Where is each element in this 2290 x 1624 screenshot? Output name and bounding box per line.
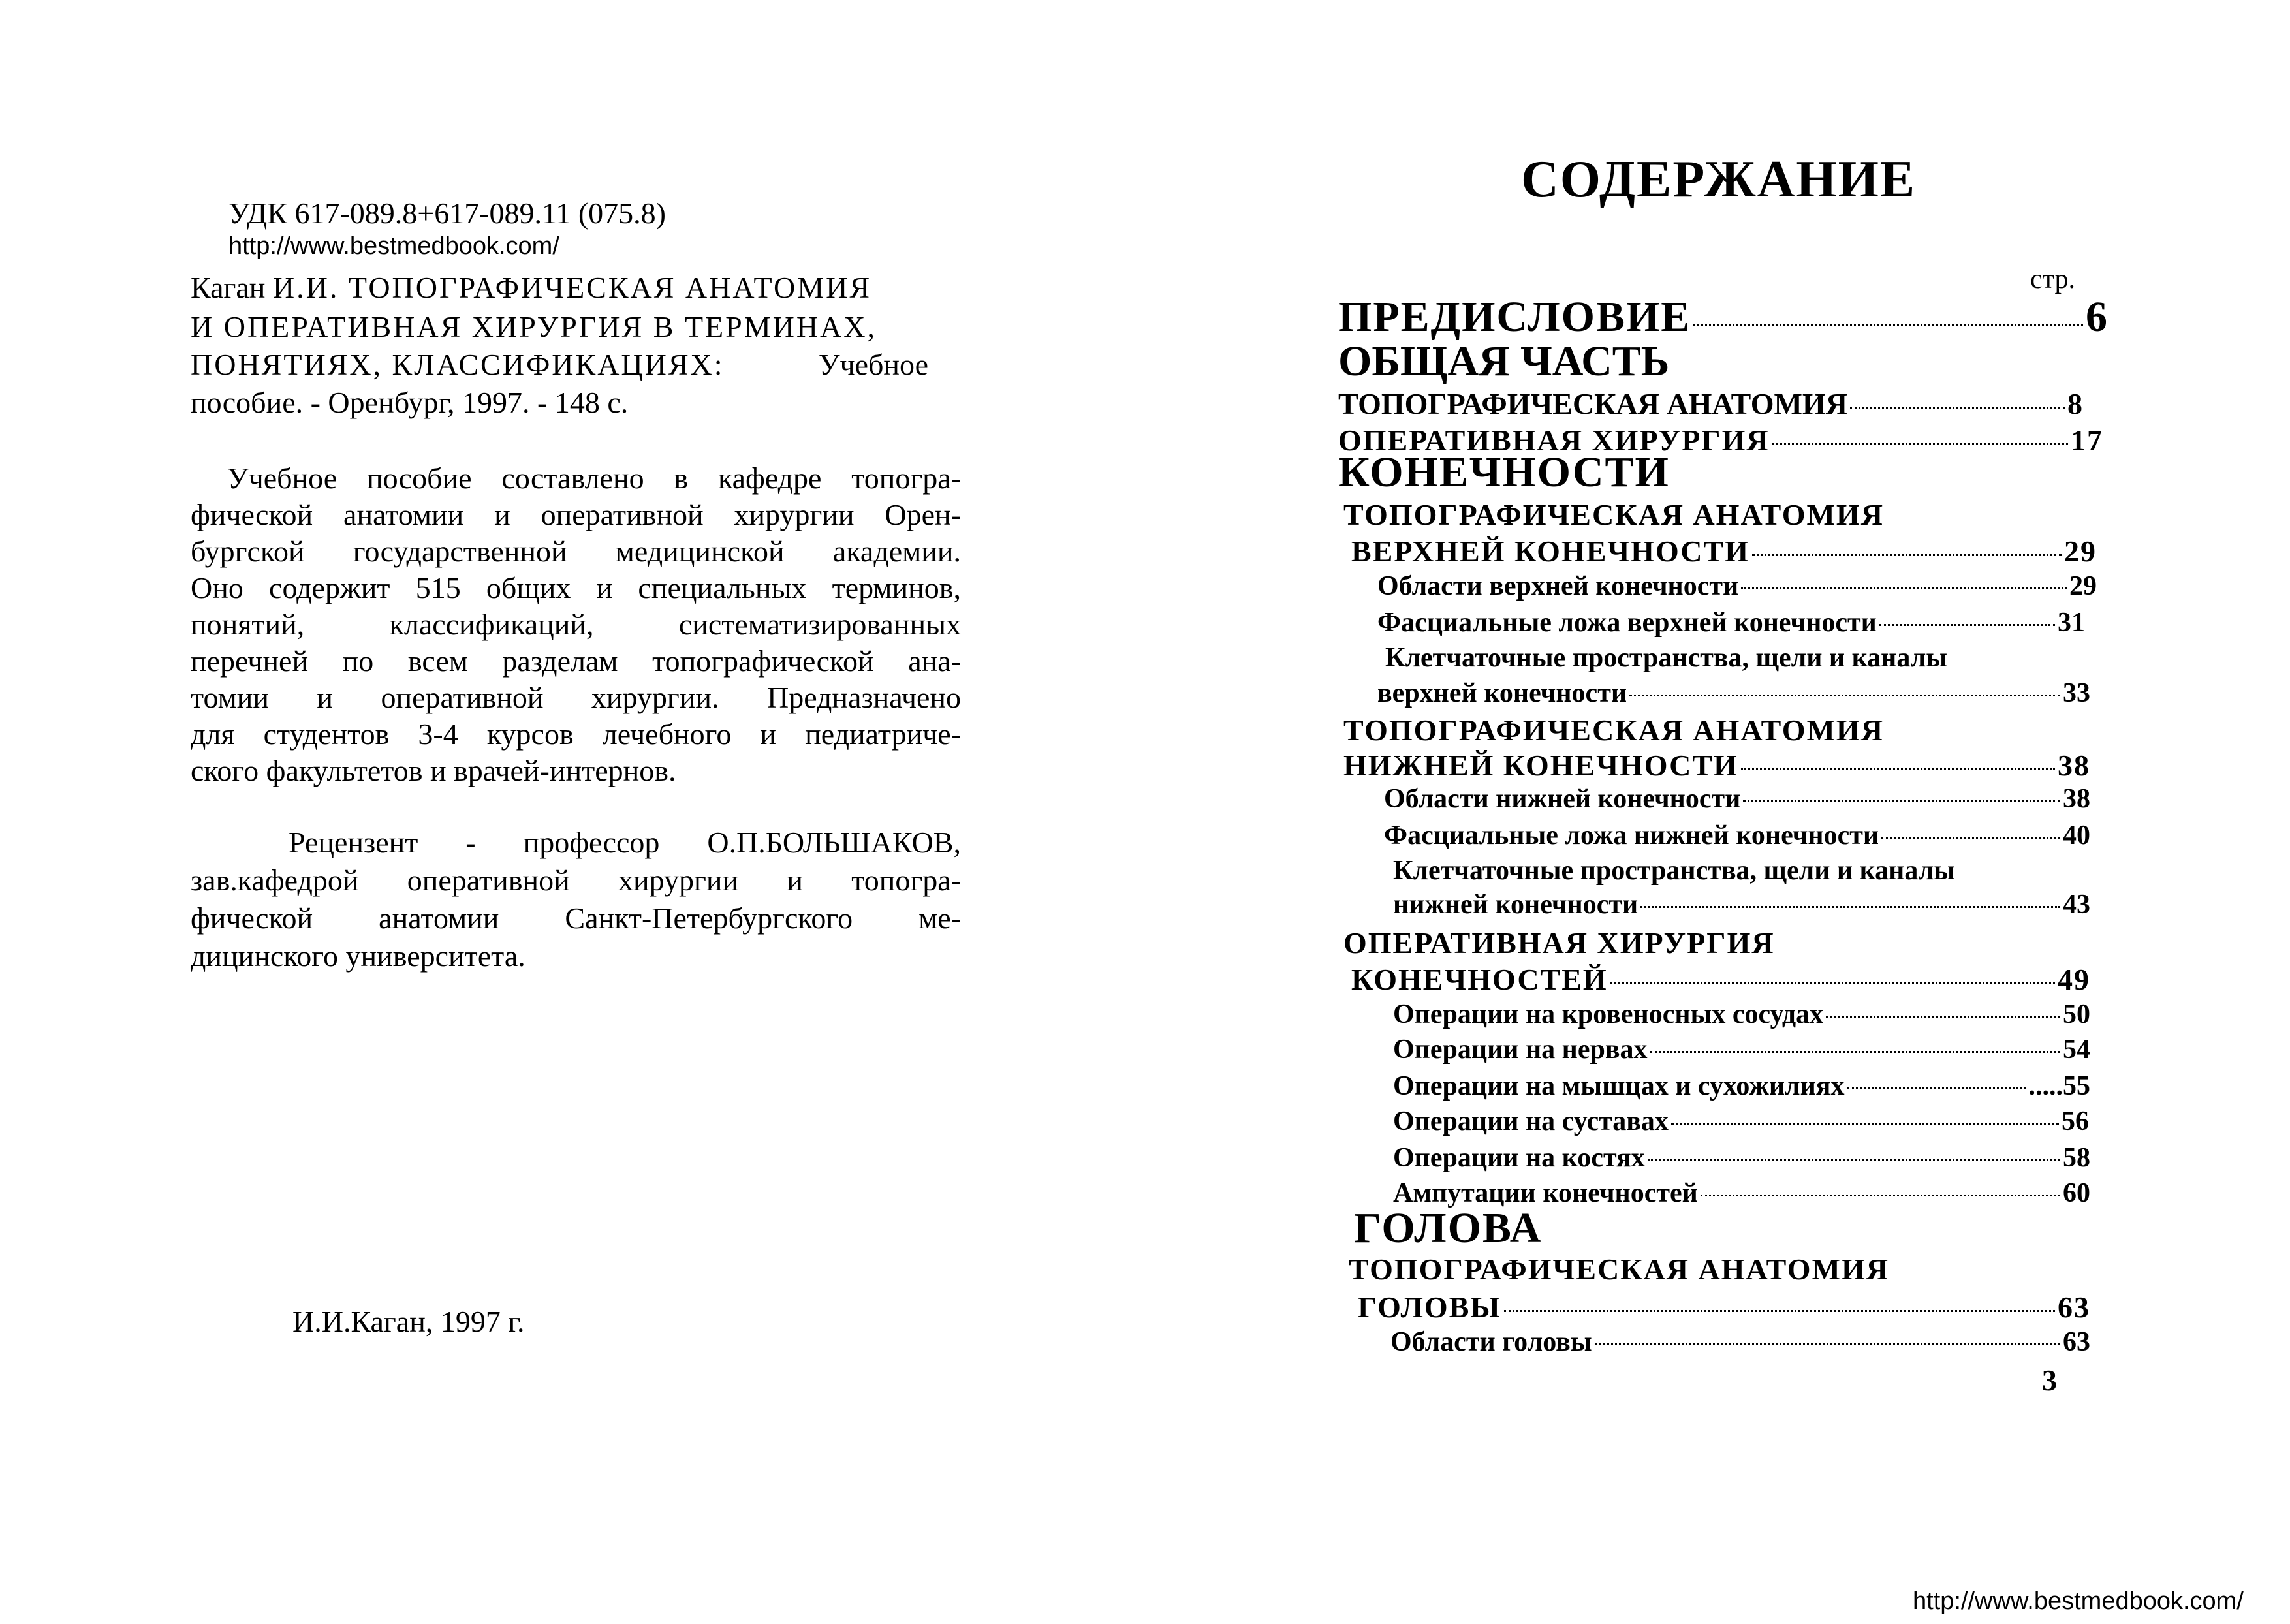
toc-subheading: ОПЕРАТИВНАЯ ХИРУРГИЯ: [1343, 926, 1775, 960]
toc-entry[interactable]: [1338, 292, 2109, 342]
page-number: 3: [2042, 1364, 2057, 1397]
toc-entry-label: Фасциальные ложа верхней конечности: [1377, 608, 1877, 638]
toc-entry[interactable]: [1351, 962, 2090, 997]
toc-leader: [1629, 695, 2060, 696]
toc-entry-label: Области нижней конечности: [1384, 784, 1741, 814]
page-column-label: стр.: [2030, 264, 2076, 294]
toc-entry-page: 50: [2063, 999, 2090, 1029]
toc-entry-label: Операции на костях: [1393, 1143, 1645, 1173]
toc-entry[interactable]: [1384, 783, 2090, 815]
toc-entry-page: .....55: [2028, 1071, 2090, 1101]
toc-leader: [1743, 800, 2060, 802]
toc-entry[interactable]: [1390, 1326, 2090, 1358]
abstract-line: Оно содержит 515 общих и специальных терминов,: [191, 571, 961, 604]
toc-leader: [1650, 1051, 2060, 1053]
toc-leader: [1640, 906, 2060, 908]
toc-leader: [1701, 1195, 2060, 1196]
toc-subheading: Клетчаточные пространства, щели и каналы: [1385, 643, 1948, 673]
toc-entry-page: 60: [2063, 1178, 2090, 1208]
abstract-line: для студентов 3-4 курсов лечебного и педиатриче-: [191, 717, 961, 751]
toc-entry-label: Области верхней конечности: [1377, 571, 1739, 601]
toc-entry-label: ПРЕДИСЛОВИЕ: [1338, 293, 1691, 341]
toc-entry-page: 40: [2063, 820, 2090, 851]
bibliography-line-4: пособие. - Оренбург, 1997. - 148 с.: [191, 386, 629, 419]
bibliography-line-1: Каган И.И. ТОПОГРАФИЧЕСКАЯ АНАТОМИЯ: [191, 271, 872, 304]
abstract-line: понятий, классификаций, систематизированных: [191, 608, 961, 641]
toc-entry-label: ОПЕРАТИВНАЯ ХИРУРГИЯ: [1338, 424, 1770, 457]
toc-leader: [1671, 1123, 2059, 1125]
abstract-paragraph: [191, 461, 961, 495]
toc-subheading: Клетчаточные пространства, щели и каналы: [1393, 856, 1956, 886]
toc-entry-page: 8: [2067, 387, 2082, 420]
review-line: Рецензент - профессор О.П.БОЛЬШАКОВ,: [289, 826, 961, 859]
abstract-line: бургской государственной медицинской академии.: [191, 535, 961, 568]
toc-entry-label: Операции на кровеносных сосудах: [1393, 999, 1824, 1029]
toc-subheading: ТОПОГРАФИЧЕСКАЯ АНАТОМИЯ: [1343, 713, 1884, 747]
watermark-url-bottom: http://www.bestmedbook.com/: [1913, 1587, 2244, 1615]
abstract-line: перечней по всем разделам топографической ана-: [191, 644, 961, 678]
toc-entry-label: НИЖНЕЙ КОНЕЧНОСТИ: [1343, 749, 1738, 782]
toc-entry-label: верхней конечности: [1377, 678, 1627, 708]
watermark-url-top: http://www.bestmedbook.com/: [228, 232, 559, 260]
toc-entry-label: ТОПОГРАФИЧЕСКАЯ АНАТОМИЯ: [1338, 387, 1847, 420]
toc-entry[interactable]: [1377, 678, 2090, 709]
toc-leader: [1879, 624, 2055, 626]
toc-entry[interactable]: [1393, 1034, 2090, 1065]
toc-entry-label: Операции на мышцах и сухожилиях: [1393, 1071, 1845, 1101]
toc-entry-page: 56: [2062, 1106, 2089, 1136]
review-line: фической анатомии Санкт-Петербургского ме-: [191, 901, 961, 935]
toc-entry-page: 58: [2063, 1143, 2090, 1173]
review-line: зав.кафедрой оперативной хирургии и топогра-: [191, 864, 961, 897]
toc-entry-page: 43: [2063, 890, 2090, 920]
toc-entry-page: 38: [2063, 784, 2090, 814]
udk-code: УДК 617-089.8+617-089.11 (075.8): [228, 196, 666, 230]
toc-entry-page: 17: [2071, 424, 2103, 457]
toc-section-heading: ОБЩАЯ ЧАСТЬ: [1338, 337, 1670, 385]
toc-section-heading: ГОЛОВА: [1354, 1204, 1543, 1252]
toc-leader: [1610, 982, 2055, 984]
toc-leader: [1752, 554, 2062, 556]
toc-leader: [1850, 407, 2065, 409]
toc-entry-label: Области головы: [1390, 1327, 1592, 1357]
toc-entry-page: 54: [2063, 1035, 2090, 1065]
toc-entry-page: 29: [2069, 571, 2097, 601]
toc-entry-page: 6: [2086, 293, 2109, 341]
toc-entry-label: КОНЕЧНОСТЕЙ: [1351, 963, 1608, 996]
toc-entry[interactable]: [1393, 1106, 2089, 1137]
toc-entry[interactable]: [1377, 607, 2085, 638]
toc-entry-label: Операции на нервах: [1393, 1035, 1648, 1065]
toc-entry[interactable]: [1393, 889, 2090, 920]
toc-leader: [1881, 837, 2060, 839]
toc-entry[interactable]: [1393, 999, 2090, 1030]
abstract-line: Учебное пособие составлено в кафедре топогра-: [227, 461, 961, 495]
toc-leader: [1741, 587, 2067, 589]
toc-entry[interactable]: [1384, 820, 2090, 851]
toc-entry[interactable]: [1338, 386, 2082, 421]
toc-leader: [1847, 1087, 2026, 1089]
toc-entry[interactable]: [1393, 1070, 2090, 1102]
author-signature: И.И.Каган, 1997 г.: [292, 1305, 525, 1338]
toc-leader: [1772, 443, 2068, 445]
toc-leader: [1741, 768, 2055, 770]
toc-entry-page: 63: [2063, 1327, 2090, 1357]
abstract-line: ского факультетов и врачей-интернов.: [191, 754, 676, 787]
page-title: СОДЕРЖАНИЕ: [1521, 151, 1917, 208]
toc-leader: [1693, 324, 2083, 326]
toc-entry-page: 33: [2063, 678, 2090, 708]
toc-subheading: ТОПОГРАФИЧЕСКАЯ АНАТОМИЯ: [1349, 1253, 1889, 1286]
toc-section-heading: КОНЕЧНОСТИ: [1338, 448, 1670, 496]
toc-entry-label: нижней конечности: [1393, 890, 1639, 920]
toc-leader: [1648, 1159, 2060, 1161]
toc-entry-label: ВЕРХНЕЙ КОНЕЧНОСТИ: [1351, 535, 1749, 568]
toc-leader: [1595, 1343, 2060, 1345]
toc-entry[interactable]: [1343, 748, 2090, 783]
toc-entry[interactable]: [1377, 570, 2097, 602]
bibliography-line-3: ПОНЯТИЯХ, КЛАССИФИКАЦИЯХ: Учебное: [191, 348, 928, 381]
toc-entry[interactable]: [1351, 534, 2097, 569]
toc-subheading: ТОПОГРАФИЧЕСКАЯ АНАТОМИЯ: [1343, 498, 1884, 531]
toc-entry[interactable]: [1393, 1142, 2090, 1174]
toc-entry-page: 31: [2058, 608, 2085, 638]
toc-entry-page: 38: [2058, 749, 2090, 782]
toc-entry-label: ГОЛОВЫ: [1358, 1290, 1501, 1324]
toc-entry-page: 29: [2064, 535, 2097, 568]
toc-entry[interactable]: [1358, 1290, 2090, 1324]
review-line: дицинского университета.: [191, 939, 525, 973]
toc-entry-label: Фасциальные ложа нижней конечности: [1384, 820, 1879, 851]
abstract-line: томии и оперативной хирургии. Предназначено: [191, 681, 961, 714]
toc-entry-page: 63: [2058, 1290, 2090, 1324]
toc-entry-label: Ампутации конечностей: [1393, 1178, 1698, 1208]
abstract-line: фической анатомии и оперативной хирургии Орен-: [191, 498, 961, 531]
toc-leader: [1504, 1310, 2055, 1312]
toc-leader: [1826, 1016, 2060, 1018]
toc-entry-page: 49: [2058, 963, 2090, 996]
bibliography-line-2: И ОПЕРАТИВНАЯ ХИРУРГИЯ В ТЕРМИНАХ,: [191, 310, 877, 343]
toc-entry-label: Операции на суставах: [1393, 1106, 1669, 1136]
